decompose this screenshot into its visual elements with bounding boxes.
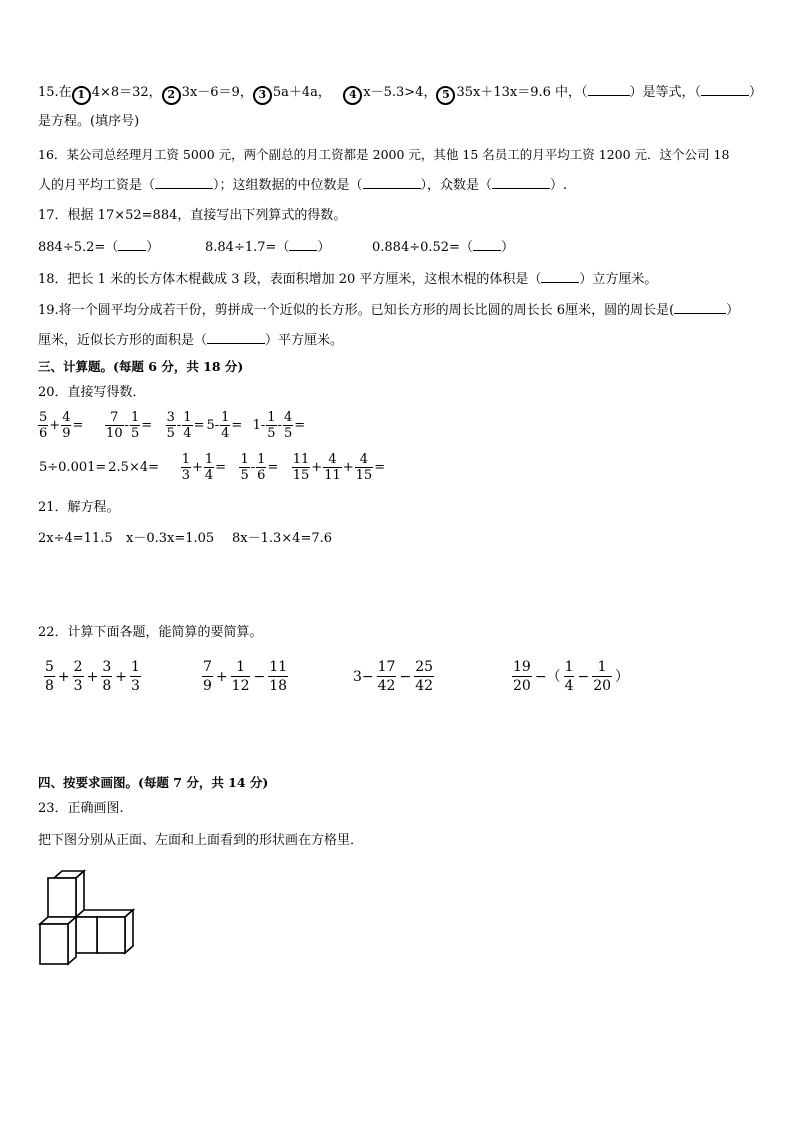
answer-blank[interactable] (289, 238, 317, 251)
q16-text-b: ）；这组数据的中位数是（ (213, 178, 363, 193)
fraction: $\frac{1}{4}$ (183, 410, 192, 441)
fraction: $\frac{1}{4}$ (564, 659, 574, 694)
q17-e1-text: 884÷5.2=（ (38, 240, 119, 255)
q20-title: 20．直接写得数． (38, 385, 146, 400)
q20-row2: 5÷0.001= 2.5×4= $\frac{1}{3}$ + $\frac{1}{4}$ = $\frac{1}{5}$ - $\frac{1}{6}$ = $\frac{11}{15}$ + $\frac{4}{11}$ + $\frac{4}{15}$ = (39, 452, 386, 483)
fraction: $\frac{5}{8}$ (45, 659, 54, 694)
circled-number-1: 1 (72, 86, 91, 105)
cube-stack-figure (36, 868, 140, 968)
q21-eq1: 2x÷4=11.5 (38, 531, 113, 546)
q19-text-d: ）平方厘米。 (265, 333, 344, 348)
fraction: $\frac{7}{10}$ (106, 410, 123, 441)
q15-close: ） (749, 85, 763, 100)
circled-number-3: 3 (253, 86, 272, 105)
q20-r2-b: 2.5×4= (108, 459, 160, 475)
q15-intro: 15.在 (38, 85, 72, 100)
q20-row1: $\frac{5}{6}$ + $\frac{4}{9}$ = $\frac{7}{10}$ - $\frac{1}{5}$ = $\frac{3}{5}$ - $\frac{1}{4}$ = 5- $\frac{1}{4}$ = 1- $\frac{1}{5}$ - $\frac{4}{5}$ = (39, 410, 306, 441)
circled-number-2: 2 (162, 86, 181, 105)
q15-line1 (38, 83, 762, 105)
fraction: $\frac{19}{20}$ (513, 659, 531, 694)
q17-e3-close: ） (500, 240, 514, 255)
q16-line2 (38, 176, 567, 195)
q23-title: 23．正确画图. (38, 801, 124, 816)
q15-expr3: 5a＋4a， (272, 85, 331, 100)
q20-r2-a: 5÷0.001= (39, 459, 107, 475)
q17-e2 (205, 238, 330, 257)
q15-expr2: 3x－6＝9， (181, 85, 253, 100)
answer-blank[interactable] (541, 270, 579, 283)
fraction: $\frac{1}{4}$ (221, 410, 230, 441)
answer-blank[interactable] (473, 238, 501, 251)
q17-e3-text: 0.884÷0.52=（ (372, 240, 473, 255)
q21-eq2: x－0.3x=1.05 (126, 531, 215, 546)
fraction: $\frac{5}{6}$ (39, 410, 48, 441)
q15-line2: 是方程。(填序号) (38, 114, 140, 129)
q15-expr1: 4×8＝32， (91, 85, 162, 100)
q22-problem2: $\frac{7}{9}$ + $\frac{1}{12}$ − $\frac{11}{18}$ (203, 659, 288, 694)
q16-text-a: 人的月平均工资是（ (38, 178, 156, 193)
fraction: $\frac{17}{42}$ (377, 659, 396, 694)
q18-line (38, 270, 657, 289)
q17-line1: 17．根据 17×52=884，直接写出下列算式的得数。 (38, 208, 347, 223)
q19-text-a: 19.将一个圆平均分成若干份，剪拼成一个近似的长方形。已知长方形的周长比圆的周长长 6厘米，圆的周长是( (38, 303, 675, 318)
q22-problem1: $\frac{5}{8}$ + $\frac{2}{3}$ + $\frac{3}{8}$ + $\frac{1}{3}$ (45, 659, 140, 694)
answer-blank[interactable] (207, 331, 265, 344)
q16-text-d: ）. (550, 178, 568, 193)
q17-e3 (372, 238, 514, 257)
q22-title: 22．计算下面各题，能简算的要简算。 (38, 625, 263, 640)
q19-text-c: 厘米，近似长方形的面积是（ (38, 333, 208, 348)
circled-number-5: 5 (436, 86, 455, 105)
q17-e2-close: ） (317, 240, 331, 255)
fraction: $\frac{11}{18}$ (269, 659, 288, 694)
q22-problem4: $\frac{19}{20}$ −（ $\frac{1}{4}$ − $\frac{1}{20}$ ） (513, 659, 630, 694)
answer-blank[interactable] (363, 176, 421, 189)
answer-blank[interactable] (155, 176, 213, 189)
q15-text-equality: ）是等式，（ (629, 85, 702, 100)
q21-eq3: 8x－1.3×4=7.6 (232, 531, 333, 546)
q17-e1-close: ） (146, 240, 160, 255)
q21-title: 21．解方程。 (38, 500, 120, 515)
answer-blank[interactable] (701, 83, 749, 96)
fraction: $\frac{1}{12}$ (231, 659, 250, 694)
q22-problem3: 3− $\frac{17}{42}$ − $\frac{25}{42}$ (353, 659, 434, 694)
fraction: $\frac{4}{15}$ (355, 452, 373, 483)
fraction: $\frac{4}{5}$ (283, 410, 293, 441)
fraction: $\frac{1}{6}$ (257, 452, 266, 483)
fraction: $\frac{1}{4}$ (204, 452, 214, 483)
fraction: $\frac{11}{15}$ (292, 452, 310, 483)
q19-text-b: ） (726, 303, 740, 318)
answer-blank[interactable] (588, 83, 630, 96)
fraction: $\frac{1}{3}$ (130, 659, 140, 694)
q16-text-c: ），众数是（ (420, 178, 493, 193)
section4-title: 四、按要求画图。(每题 7 分，共 14 分) (38, 775, 269, 790)
answer-blank[interactable] (492, 176, 550, 189)
fraction: $\frac{7}{9}$ (203, 659, 212, 694)
q19-line2 (38, 331, 343, 350)
fraction: $\frac{1}{5}$ (131, 410, 140, 441)
fraction: $\frac{1}{3}$ (181, 452, 190, 483)
fraction: $\frac{3}{8}$ (102, 659, 112, 694)
q16-line1: 16．某公司总经理月工资 5000 元，两个副总的月工资都是 2000 元，其他 15 名员工的月平均工资 1200 元．这个公司 18 (38, 147, 730, 162)
circled-number-4: 4 (343, 86, 362, 105)
section3-title: 三、计算题。(每题 6 分，共 18 分) (38, 359, 244, 374)
fraction: $\frac{2}{3}$ (73, 659, 83, 694)
fraction: $\frac{1}{5}$ (240, 452, 249, 483)
fraction: $\frac{1}{20}$ (593, 659, 612, 694)
q19-line1 (38, 301, 739, 320)
fraction: $\frac{25}{42}$ (415, 659, 434, 694)
q17-e1 (38, 238, 159, 257)
fraction: $\frac{4}{11}$ (324, 452, 341, 483)
fraction: $\frac{4}{9}$ (62, 410, 71, 441)
q18-text-b: ）立方厘米。 (579, 272, 658, 287)
fraction: $\frac{1}{5}$ (267, 410, 276, 441)
answer-blank[interactable] (118, 238, 146, 251)
q18-text-a: 18．把长 1 米的长方体木棍截成 3 段，表面积增加 20 平方厘米，这根木棍的体积是（ (38, 272, 542, 287)
q23-instruction: 把下图分别从正面、左面和上面看到的形状画在方格里． (38, 833, 364, 848)
q15-expr5: 35x＋13x＝9.6 中，（ (456, 85, 588, 100)
q15-expr4: x－5.3>4， (363, 85, 437, 100)
fraction: $\frac{3}{5}$ (166, 410, 175, 441)
answer-blank[interactable] (674, 301, 726, 314)
q17-e2-text: 8.84÷1.7=（ (205, 240, 290, 255)
